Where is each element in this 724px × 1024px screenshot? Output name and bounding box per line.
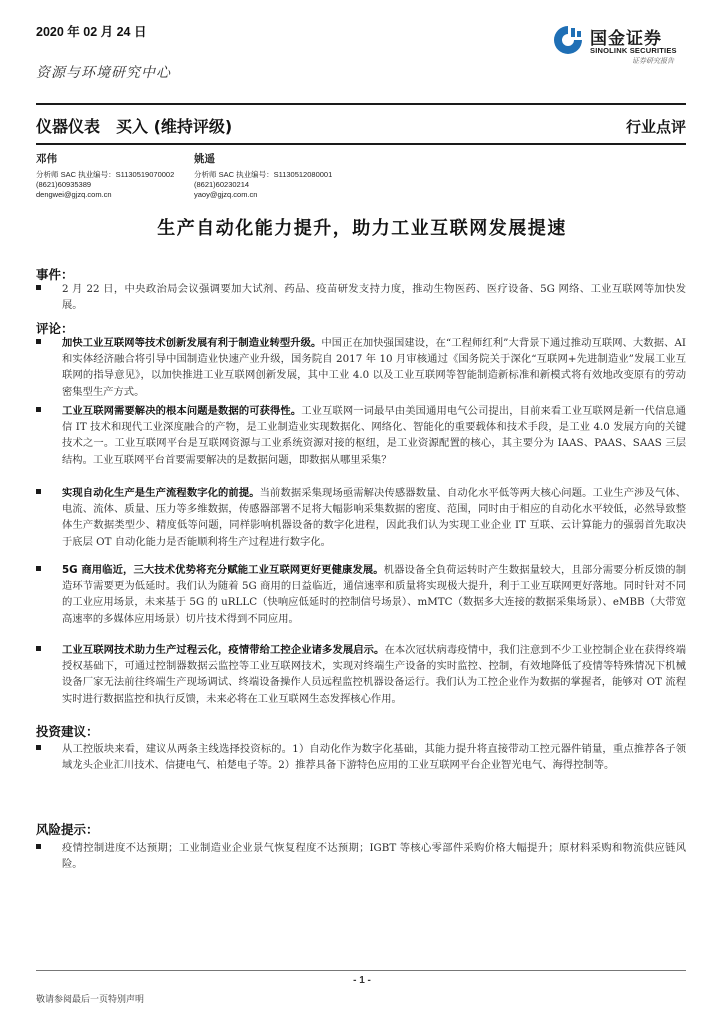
comment-lead: 工业互联网技术助力生产过程云化，疫情带给工控企业诸多发展启示。 xyxy=(62,644,385,656)
analyst-card xyxy=(194,153,332,200)
analyst-phone: (8621)60230214 xyxy=(194,180,250,189)
analyst-name: 姚遥 xyxy=(194,153,215,165)
report-category: 行业点评 xyxy=(625,118,686,136)
comment-body: 机器设备全負荷运转时产生数据量较大，且部分需要分析反馈的制造环节需要更为低延时。我们认为随着 5G 商用的日益临近，通信速率和质量将实现极大提升，利于工业互联网更好落地。同时针对不同的工业应用场景，未来基于 5G 的 uRLLC（快响应低延时的控制信号场景）、mMTC（数据多大连接的数据采集场景）、eMBB（大带宽高速率的多媒体应用场景）切片技术得到不同应用。 xyxy=(62,564,687,625)
top-divider xyxy=(36,103,686,105)
bullet-square-icon xyxy=(36,407,41,412)
analyst-license: 分析师 SAC 执业编号：S1130519070002 xyxy=(36,170,175,179)
comment-body: 工业互联网一词最早由美国通用电气公司提出，目前来看工业互联网是新一代信息通信 IT 技术和现代工业深度融合的产物，是工业制造业实现数据化、网络化、智能化的重要载体和技术手段，是工业 4.0 发展方向的关键技术之一。工业互联网平台是互联网资源与工业系统资源对接的枢纽，是工业资源配置的核心，其主要分为 IAAS、PAAS、SAAS 三层结构。工业互联网平台首要需要解决的是数据问题，即数据从哪里采集？ xyxy=(62,405,687,466)
invest-text: 从工控版块来看，建议从两条主线选择投资标的。1）自动化作为数字化基础，其能力提升将直接带动工控元器件销量，重点推荐各子领域龙头企业汇川技术、信捷电气、柏楚电子等。2）推荐具备下游特色应用的工业互联网平台企业智光电气、海得控制等。 xyxy=(62,743,686,772)
industry-name: 仪器仪表 xyxy=(36,117,101,136)
invest-item xyxy=(36,741,686,773)
comment-lead: 5G 商用临近，三大技术优势将充分赋能工业互联网更好更健康发展。 xyxy=(62,564,384,576)
logo-chinese-name: 国金证券 xyxy=(590,29,662,49)
analyst-email[interactable]: dengwei@gjzq.com.cn xyxy=(36,190,112,199)
report-date: 2020 年 02 月 24 日 xyxy=(36,25,147,39)
comment-heading: 评论： xyxy=(36,321,74,336)
comment-lead: 实现自动化生产是生产流程数字化的前提。 xyxy=(62,487,260,499)
bullet-square-icon xyxy=(36,844,41,849)
analyst-name: 邓伟 xyxy=(36,153,57,165)
bullet-square-icon xyxy=(36,745,41,750)
bullet-square-icon xyxy=(36,285,41,290)
logo-english-name: SINOLINK SECURITIES xyxy=(590,46,677,55)
comment-item xyxy=(36,485,686,550)
event-item xyxy=(36,281,686,313)
analyst-phone: (8621)60935389 xyxy=(36,180,92,189)
bullet-square-icon xyxy=(36,646,41,651)
comment-body: 中国正在加快强国建设，在“工程师红利”大背景下通过推动互联网、大数据、AI 和实体经济融合将引导中国制造业快速产业升级，国务院自 2017 年 10 月审核通过《国务院关于深化“互联网+先进制造业”发展工业互联网的指导意见》，以加快推进工业互联网创新发展，其中工业 4.0 以及工业互联网等智能制造新标准和新模式将有效地改变原有的劳动密集型生产方式。 xyxy=(62,337,687,398)
comment-body: 当前数据采集现场亟需解决传感器数量、自动化水平低等两大核心问题。工业生产涉及气体、电流、流体、质量、压力等多维数据，传感器部署不足将大幅影响采集数据的密度、范围，同时由于相应的自动化水平较低，必然导致整体生产数据类型少、精度低等问题，同样影响机器设备的数字化进程，因此我们认为实现工业企业 IT 互联、云计算能力的强弱首先取决于底层 OT 自动化能力是否能顺利将生产过程进行数字化。 xyxy=(62,487,687,548)
invest-heading: 投资建议： xyxy=(36,724,99,739)
event-text: 2 月 22 日，中央政治局会议强调要加大试剂、药品、疫苗研发支持力度，推动生物医药、医疗设备、5G 网络、工业互联网等加快发展。 xyxy=(62,283,686,312)
risk-heading: 风险提示： xyxy=(36,822,99,837)
logo-mark-icon xyxy=(552,24,584,56)
analyst-email[interactable]: yaoy@gjzq.com.cn xyxy=(194,190,258,199)
company-logo xyxy=(552,22,702,68)
comment-item xyxy=(36,642,686,707)
department-name: 资源与环境研究中心 xyxy=(36,65,171,81)
bullet-square-icon xyxy=(36,566,41,571)
page-number: - 1 - xyxy=(353,975,371,986)
comment-body: 在本次冠状病毒疫情中，我们注意到不少工业控制企业在获得终端授权基础下，可通过控制器数据云监控等工业互联网技术，实现对终端生产设备的实时监控、控制，有效地降低了疫情等特殊情况下机械设备厂家无法前往终端生产现场调试、终端设备操作人员远程监控机器设备运行。我们认为工控企业作为数据的掌握者，能够对 OT 流程实时进行数据监控和执行反馈，未来必将在工业互联网生态发挥核心作用。 xyxy=(62,644,686,705)
report-title: 生产自动化能力提升，助力工业互联网发展提速 xyxy=(157,218,567,239)
rating-bar xyxy=(36,114,248,137)
analyst-license: 分析师 SAC 执业编号：S1130512080001 xyxy=(194,170,333,179)
comment-item xyxy=(36,562,686,627)
comment-lead: 加快工业互联网等技术创新发展有利于制造业转型升级。 xyxy=(62,337,322,349)
logo-subtitle: 证券研究报告 xyxy=(632,57,674,65)
event-heading: 事件： xyxy=(36,267,74,282)
bullet-square-icon xyxy=(36,339,41,344)
rating-divider xyxy=(36,143,686,145)
bullet-square-icon xyxy=(36,489,41,494)
analyst-card xyxy=(36,153,174,200)
comment-item xyxy=(36,335,686,400)
footer-divider xyxy=(36,970,686,971)
comment-lead: 工业互联网需要解决的根本问题是数据的可获得性。 xyxy=(62,405,302,417)
rating-label: 买入 (维持评级) xyxy=(116,117,233,136)
disclaimer-text: 敬请参阅最后一页特别声明 xyxy=(36,995,145,1005)
risk-text: 疫情控制进度不达预期；工业制造业企业景气恢复程度不达预期；IGBT 等核心零部件采购价格大幅提升；原材料采购和物流供应链风险。 xyxy=(62,842,686,871)
risk-item xyxy=(36,840,686,872)
comment-item xyxy=(36,403,686,468)
